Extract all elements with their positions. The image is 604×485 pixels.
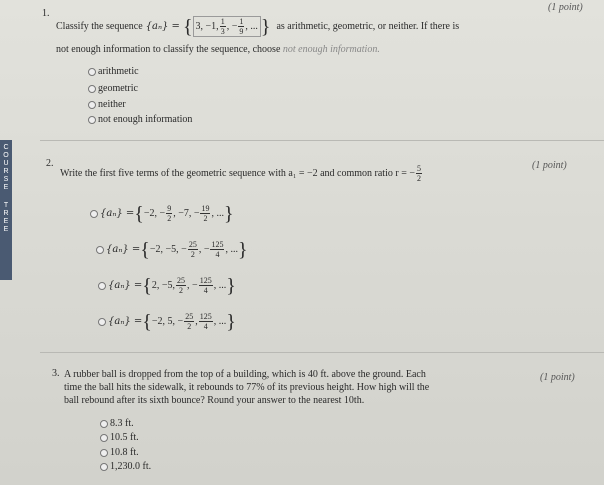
option-label: not enough information bbox=[98, 114, 193, 125]
q1-option-not-enough-information[interactable] bbox=[88, 114, 192, 125]
num: 125 bbox=[211, 240, 224, 249]
den: 2 bbox=[179, 286, 184, 295]
fraction bbox=[176, 276, 186, 295]
term: 3, −1, bbox=[195, 21, 219, 32]
q1-option-arithmetic[interactable] bbox=[88, 66, 139, 77]
right-brace: } bbox=[237, 238, 248, 261]
term: 2, −5, bbox=[151, 280, 176, 291]
num: 125 bbox=[199, 276, 212, 285]
option-label: 10.5 ft. bbox=[110, 432, 139, 443]
term: , bbox=[195, 316, 198, 327]
num: 25 bbox=[177, 276, 186, 285]
radio-icon[interactable] bbox=[100, 434, 108, 442]
term: , ... bbox=[213, 316, 227, 327]
left-brace: { bbox=[142, 274, 152, 297]
course-tree-side-tab[interactable] bbox=[0, 140, 12, 280]
fraction bbox=[199, 276, 213, 295]
side-letter: E bbox=[3, 184, 9, 191]
num: 25 bbox=[188, 240, 197, 249]
side-letter: R bbox=[3, 168, 9, 175]
right-brace: } bbox=[260, 15, 271, 38]
term: , ... bbox=[245, 21, 258, 32]
term: , − bbox=[198, 244, 210, 255]
fraction bbox=[184, 312, 194, 331]
side-letter: U bbox=[3, 160, 9, 167]
num: 1 bbox=[220, 17, 225, 26]
question-1-line2 bbox=[56, 44, 380, 55]
term: , − bbox=[187, 280, 198, 291]
fraction bbox=[220, 17, 226, 36]
right-brace: } bbox=[226, 274, 236, 297]
question-1-text-before: Classify the sequence bbox=[56, 21, 143, 32]
radio-icon[interactable] bbox=[98, 318, 106, 326]
term: , −7, − bbox=[173, 208, 200, 219]
fraction bbox=[199, 312, 213, 331]
question-2-number: 2. bbox=[46, 158, 54, 169]
left-brace: { bbox=[182, 15, 193, 38]
fraction bbox=[210, 240, 224, 259]
q2-option-1[interactable] bbox=[90, 204, 234, 223]
radio-icon[interactable] bbox=[88, 68, 96, 76]
sequence-notation: {aₙ} = bbox=[108, 280, 143, 291]
num: 25 bbox=[185, 312, 194, 321]
sequence-notation: {aₙ} = bbox=[145, 21, 180, 32]
den: 4 bbox=[203, 286, 208, 295]
question-3-number: 3. bbox=[52, 368, 60, 379]
den: 2 bbox=[167, 214, 172, 223]
option-label: 1,230.0 ft. bbox=[110, 461, 152, 472]
den: 2 bbox=[203, 214, 208, 223]
left-brace: { bbox=[140, 238, 150, 261]
num: 9 bbox=[167, 204, 172, 213]
divider bbox=[40, 140, 604, 141]
option-label: 10.8 ft. bbox=[110, 447, 139, 458]
den: 2 bbox=[187, 322, 192, 331]
sequence-notation: {aₙ} = bbox=[108, 316, 143, 327]
q3-option-3[interactable] bbox=[100, 447, 139, 458]
radio-icon[interactable] bbox=[100, 463, 108, 471]
right-brace: } bbox=[223, 202, 234, 225]
term: −2, 5, − bbox=[151, 316, 184, 327]
term: , ... bbox=[213, 280, 227, 291]
question-2-text bbox=[60, 164, 423, 183]
question-1-text-after: as arithmetic, geometric, or neither. If there is bbox=[276, 21, 460, 32]
num: 1 bbox=[239, 17, 244, 26]
den: 2 bbox=[190, 250, 195, 259]
fraction bbox=[166, 204, 172, 223]
side-letter: E bbox=[3, 218, 9, 225]
side-letter: S bbox=[3, 176, 9, 183]
term: −2, − bbox=[143, 208, 166, 219]
q3-option-1[interactable] bbox=[100, 418, 134, 429]
question-3-text bbox=[64, 368, 429, 407]
num: 5 bbox=[416, 164, 421, 173]
radio-icon[interactable] bbox=[88, 116, 96, 124]
side-letter: E bbox=[3, 226, 9, 233]
side-letter: T bbox=[3, 202, 9, 209]
left-brace: { bbox=[142, 310, 152, 333]
line2-emphasis: not enough information. bbox=[282, 44, 380, 55]
den: 2 bbox=[416, 174, 421, 183]
radio-icon[interactable] bbox=[88, 101, 96, 109]
den: 4 bbox=[203, 322, 208, 331]
radio-icon[interactable] bbox=[100, 420, 108, 428]
divider bbox=[40, 352, 604, 353]
q3-option-2[interactable] bbox=[100, 432, 139, 443]
fraction bbox=[188, 240, 198, 259]
question-1-points: (1 point) bbox=[548, 2, 583, 13]
option-label: neither bbox=[98, 99, 126, 110]
question-3-line: ball rebound after its sixth bounce? Round your answer to the nearest 10th. bbox=[64, 395, 365, 406]
q2-option-3[interactable] bbox=[98, 276, 236, 295]
term: , ... bbox=[225, 244, 238, 255]
option-label: geometric bbox=[98, 83, 138, 94]
question-3-line: time the ball hits the sidewalk, it rebounds to 77% of its previous height. How high will the bbox=[64, 382, 430, 393]
radio-icon[interactable] bbox=[90, 210, 98, 218]
den: 4 bbox=[215, 250, 220, 259]
side-letter: C bbox=[3, 144, 9, 151]
term: , ... bbox=[211, 208, 224, 219]
question-3-points: (1 point) bbox=[540, 372, 575, 383]
left-brace: { bbox=[134, 202, 144, 225]
side-letter: R bbox=[3, 210, 9, 217]
right-brace: } bbox=[226, 310, 236, 333]
term: , − bbox=[226, 21, 238, 32]
fraction bbox=[200, 204, 210, 223]
sequence-terms bbox=[193, 16, 261, 37]
sequence-notation: {aₙ} = bbox=[100, 208, 135, 219]
line2-text: not enough information to classify the sequence, choose bbox=[56, 44, 281, 55]
den: 9 bbox=[239, 27, 244, 36]
radio-icon[interactable] bbox=[98, 282, 106, 290]
term: −2, −5, − bbox=[149, 244, 187, 255]
question-2-points: (1 point) bbox=[532, 160, 567, 171]
radio-icon[interactable] bbox=[96, 246, 104, 254]
sequence-notation: {aₙ} = bbox=[106, 244, 141, 255]
q1-option-geometric[interactable] bbox=[88, 83, 138, 94]
radio-icon[interactable] bbox=[88, 85, 96, 93]
den: 3 bbox=[220, 27, 225, 36]
question-2-text-main: Write the first five terms of the geometric sequence with a₁ = −2 and common ratio r = − bbox=[60, 168, 415, 179]
num: 125 bbox=[199, 312, 212, 321]
q3-option-4[interactable] bbox=[100, 461, 151, 472]
option-label: 8.3 ft. bbox=[110, 418, 134, 429]
question-1-number: 1. bbox=[42, 8, 50, 19]
side-letter: O bbox=[3, 152, 9, 159]
num: 19 bbox=[201, 204, 210, 213]
radio-icon[interactable] bbox=[100, 449, 108, 457]
q2-option-2[interactable] bbox=[96, 240, 248, 259]
question-1-text bbox=[56, 16, 546, 37]
q1-option-neither[interactable] bbox=[88, 99, 126, 110]
question-3-line: A rubber ball is dropped from the top of a building, which is 40 ft. above the ground. Each bbox=[64, 369, 426, 380]
ratio-fraction bbox=[416, 164, 422, 183]
fraction bbox=[238, 17, 244, 36]
q2-option-4[interactable] bbox=[98, 312, 236, 331]
option-label: arithmetic bbox=[98, 66, 139, 77]
